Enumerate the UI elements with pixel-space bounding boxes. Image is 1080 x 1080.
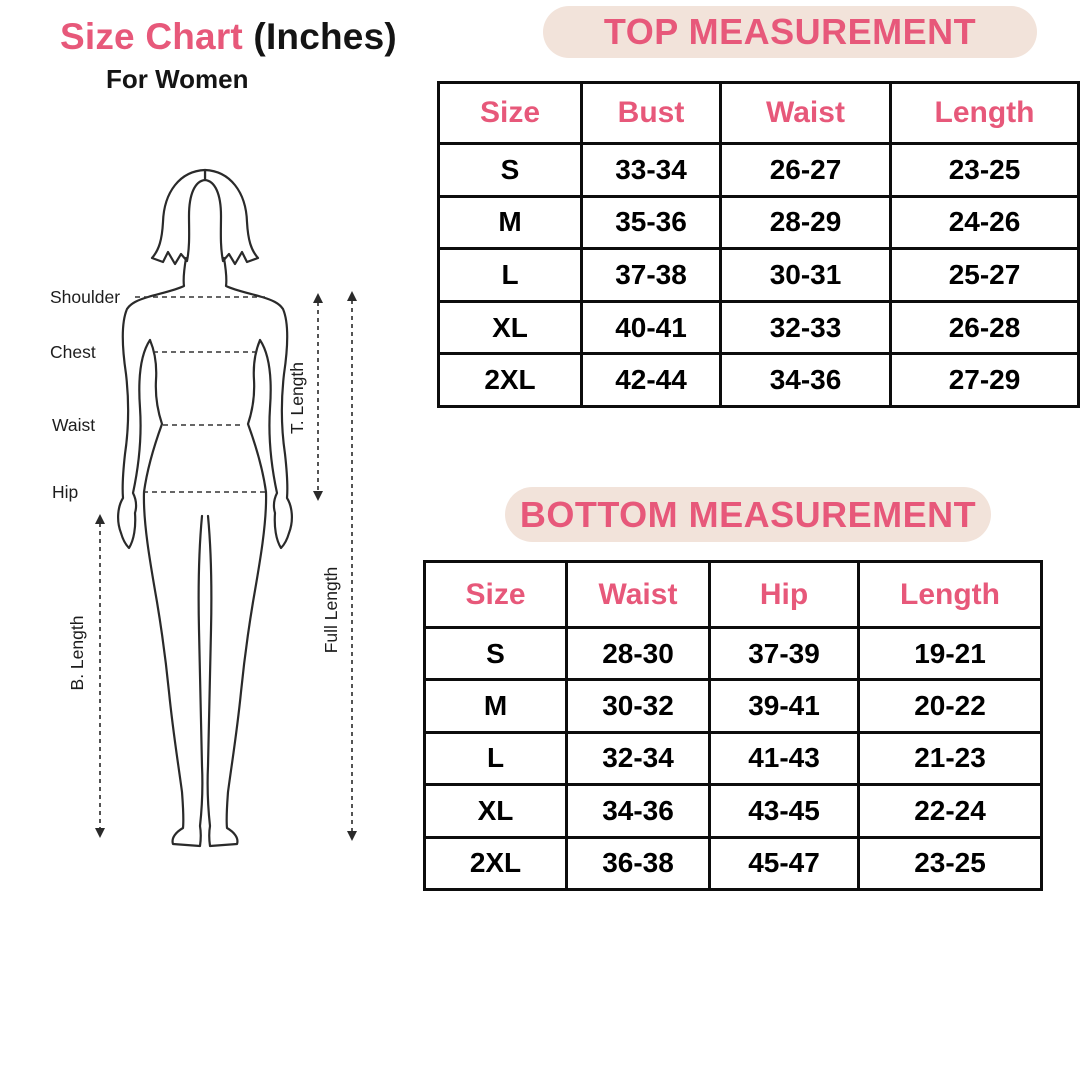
cell-size: L (439, 249, 582, 302)
cell-size: XL (425, 785, 567, 837)
cell-waist: 32-34 (567, 732, 710, 784)
cell-waist: 30-32 (567, 680, 710, 732)
cell-bust: 35-36 (582, 196, 721, 249)
cell-waist: 30-31 (721, 249, 891, 302)
cell-hip: 37-39 (710, 628, 859, 680)
table-row (439, 249, 1079, 302)
page-title (60, 16, 397, 58)
top-measurement-heading-text: TOP MEASUREMENT (603, 11, 977, 52)
cell-size: S (425, 628, 567, 680)
header-size: Size (439, 83, 582, 144)
cell-hip: 41-43 (710, 732, 859, 784)
body-outline (208, 258, 292, 846)
top-measurement-heading (543, 6, 1037, 58)
header-size: Size (425, 562, 567, 628)
table-row (439, 196, 1079, 249)
cell-waist: 28-30 (567, 628, 710, 680)
cell-waist: 34-36 (721, 354, 891, 407)
table-row (425, 628, 1042, 680)
cell-length: 23-25 (891, 144, 1079, 197)
header-length: Length (891, 83, 1079, 144)
page-title-suffix: (Inches) (242, 16, 397, 57)
cell-waist: 36-38 (567, 837, 710, 889)
cell-hip: 39-41 (710, 680, 859, 732)
bottom-measurement-heading (505, 487, 991, 542)
table-row (425, 732, 1042, 784)
cell-length: 26-28 (891, 301, 1079, 354)
bottom-measurement-heading-text: BOTTOM MEASUREMENT (519, 493, 977, 535)
cell-length: 19-21 (859, 628, 1042, 680)
header-hip: Hip (710, 562, 859, 628)
page-subtitle: For Women (106, 64, 249, 94)
t-length-label: T. Length (287, 362, 307, 434)
b-length-label: B. Length (67, 615, 87, 691)
header-waist: Waist (567, 562, 710, 628)
table-row (425, 837, 1042, 889)
cell-hip: 45-47 (710, 837, 859, 889)
cell-size: 2XL (439, 354, 582, 407)
top-measurement-table (437, 81, 1065, 408)
body-diagram-svg (0, 140, 410, 880)
cell-waist: 26-27 (721, 144, 891, 197)
woman-figure (118, 170, 292, 846)
header-length: Length (859, 562, 1042, 628)
table-row (439, 301, 1079, 354)
cell-waist: 28-29 (721, 196, 891, 249)
page-title-main: Size Chart (60, 16, 243, 57)
cell-bust: 37-38 (582, 249, 721, 302)
cell-length: 25-27 (891, 249, 1079, 302)
cell-hip: 43-45 (710, 785, 859, 837)
cell-length: 22-24 (859, 785, 1042, 837)
table-row (425, 785, 1042, 837)
table-header-row (439, 83, 1079, 144)
cell-length: 24-26 (891, 196, 1079, 249)
header-bust: Bust (582, 83, 721, 144)
header-waist: Waist (721, 83, 891, 144)
cell-size: S (439, 144, 582, 197)
cell-bust: 40-41 (582, 301, 721, 354)
cell-length: 27-29 (891, 354, 1079, 407)
body-diagram (0, 140, 410, 880)
arrowheads (95, 291, 357, 841)
cell-bust: 42-44 (582, 354, 721, 407)
cell-length: 21-23 (859, 732, 1042, 784)
waist-label: Waist (52, 415, 96, 435)
table-row (425, 680, 1042, 732)
table-header-row (425, 562, 1042, 628)
chest-label: Chest (50, 342, 96, 362)
cell-size: M (425, 680, 567, 732)
bottom-measurement-table (423, 560, 1028, 891)
cell-length: 20-22 (859, 680, 1042, 732)
table-row (439, 354, 1079, 407)
cell-size: M (439, 196, 582, 249)
cell-waist: 32-33 (721, 301, 891, 354)
hip-label: Hip (52, 482, 79, 502)
cell-size: XL (439, 301, 582, 354)
shoulder-label: Shoulder (50, 287, 121, 307)
cell-size: L (425, 732, 567, 784)
cell-waist: 34-36 (567, 785, 710, 837)
cell-bust: 33-34 (582, 144, 721, 197)
cell-size: 2XL (425, 837, 567, 889)
hair-outline (205, 170, 258, 264)
full-length-label: Full Length (321, 566, 341, 654)
table-row (439, 144, 1079, 197)
cell-length: 23-25 (859, 837, 1042, 889)
